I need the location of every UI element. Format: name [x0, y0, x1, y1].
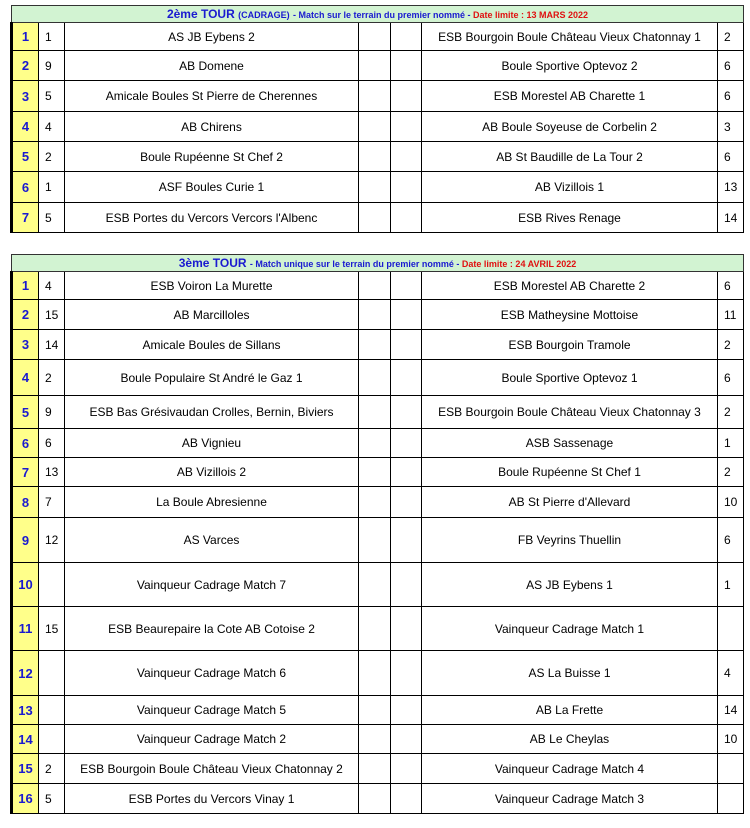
match-number: 14 [12, 725, 39, 754]
team-a-name: AB Vizillois 2 [65, 458, 359, 487]
match-row [12, 458, 744, 487]
team-b-name: Boule Sportive Optevoz 1 [422, 360, 718, 396]
match-number: 8 [12, 487, 39, 518]
score-a-cell [359, 81, 391, 112]
team-a-name: AB Domene [65, 51, 359, 81]
score-b-cell [391, 23, 422, 51]
match-number: 6 [12, 429, 39, 458]
team-a-name: ESB Voiron La Murette [65, 272, 359, 300]
score-b-cell [391, 754, 422, 784]
team-a-position: 15 [39, 607, 65, 651]
team-a-name: AB Vignieu [65, 429, 359, 458]
team-b-position: 6 [718, 360, 744, 396]
match-row [12, 172, 744, 203]
match-row [12, 112, 744, 142]
match-number: 1 [12, 23, 39, 51]
team-a-name: Vainqueur Cadrage Match 2 [65, 725, 359, 754]
team-b-position: 6 [718, 272, 744, 300]
score-a-cell [359, 725, 391, 754]
score-a-cell [359, 518, 391, 563]
team-b-name: AB Vizillois 1 [422, 172, 718, 203]
tour2-subtitle: (CADRAGE) [238, 10, 290, 20]
team-a-name: ESB Portes du Vercors Vercors l'Albenc [65, 203, 359, 233]
score-a-cell [359, 563, 391, 607]
tour2-title: 2ème TOUR [166, 7, 235, 21]
team-a-position: 4 [39, 112, 65, 142]
tour2-deadline: Date limite : 13 MARS 2022 [473, 10, 589, 20]
team-a-name: AS JB Eybens 2 [65, 23, 359, 51]
score-b-cell [391, 142, 422, 172]
team-b-position: 11 [718, 300, 744, 330]
team-b-position: 10 [718, 725, 744, 754]
match-row [12, 300, 744, 330]
match-row [12, 563, 744, 607]
match-number: 16 [12, 784, 39, 814]
team-b-position: 13 [718, 172, 744, 203]
team-b-name: Vainqueur Cadrage Match 1 [422, 607, 718, 651]
score-a-cell [359, 23, 391, 51]
team-a-position [39, 725, 65, 754]
score-b-cell [391, 396, 422, 429]
team-b-position: 2 [718, 396, 744, 429]
team-b-name: AB La Frette [422, 696, 718, 725]
team-a-position: 13 [39, 458, 65, 487]
score-b-cell [391, 360, 422, 396]
score-b-cell [391, 330, 422, 360]
match-number: 12 [12, 651, 39, 696]
team-b-name: ESB Bourgoin Boule Château Vieux Chatonnay 3 [422, 396, 718, 429]
match-row [12, 518, 744, 563]
match-number: 13 [12, 696, 39, 725]
score-a-cell [359, 607, 391, 651]
team-a-name: AB Marcilloles [65, 300, 359, 330]
score-a-cell [359, 142, 391, 172]
score-a-cell [359, 784, 391, 814]
team-a-position: 1 [39, 23, 65, 51]
team-a-name: ASF Boules Curie 1 [65, 172, 359, 203]
score-a-cell [359, 429, 391, 458]
team-a-name: Amicale Boules de Sillans [65, 330, 359, 360]
score-b-cell [391, 725, 422, 754]
match-number: 7 [12, 203, 39, 233]
match-number: 15 [12, 754, 39, 784]
team-b-name: ESB Rives Renage [422, 203, 718, 233]
team-b-name: AB Le Cheylas [422, 725, 718, 754]
team-a-name: ESB Bourgoin Boule Château Vieux Chatonnay 2 [65, 754, 359, 784]
match-number: 7 [12, 458, 39, 487]
team-b-position: 6 [718, 142, 744, 172]
team-b-position: 4 [718, 651, 744, 696]
tour2-info: - Match sur le terrain du premier nommé - [292, 10, 473, 20]
match-row [12, 725, 744, 754]
team-b-position [718, 784, 744, 814]
team-a-position: 1 [39, 172, 65, 203]
team-a-position: 9 [39, 396, 65, 429]
match-number: 10 [12, 563, 39, 607]
match-row [12, 651, 744, 696]
tour3-header [12, 255, 744, 272]
score-a-cell [359, 51, 391, 81]
score-b-cell [391, 429, 422, 458]
score-a-cell [359, 458, 391, 487]
team-b-position: 6 [718, 518, 744, 563]
tour2-table [10, 5, 744, 233]
team-a-position [39, 563, 65, 607]
tour3-table [10, 254, 744, 814]
team-b-name: AB St Pierre d'Allevard [422, 487, 718, 518]
score-a-cell [359, 330, 391, 360]
score-a-cell [359, 487, 391, 518]
team-a-name: ESB Beaurepaire la Cote AB Cotoise 2 [65, 607, 359, 651]
match-row [12, 696, 744, 725]
score-a-cell [359, 203, 391, 233]
score-b-cell [391, 607, 422, 651]
score-b-cell [391, 696, 422, 725]
team-a-name: ESB Bas Grésivaudan Crolles, Bernin, Biviers [65, 396, 359, 429]
team-b-name: AB St Baudille de La Tour 2 [422, 142, 718, 172]
team-b-name: FB Veyrins Thuellin [422, 518, 718, 563]
team-b-name: ESB Bourgoin Boule Château Vieux Chatonnay 1 [422, 23, 718, 51]
score-b-cell [391, 300, 422, 330]
team-b-name: Boule Sportive Optevoz 2 [422, 51, 718, 81]
team-a-position: 4 [39, 272, 65, 300]
team-a-position [39, 651, 65, 696]
match-number: 2 [12, 51, 39, 81]
team-a-position: 7 [39, 487, 65, 518]
team-b-position: 2 [718, 23, 744, 51]
score-b-cell [391, 112, 422, 142]
team-a-name: Amicale Boules St Pierre de Cherennes [65, 81, 359, 112]
score-b-cell [391, 272, 422, 300]
team-a-position: 14 [39, 330, 65, 360]
score-a-cell [359, 172, 391, 203]
tour2-header [12, 6, 744, 23]
score-b-cell [391, 563, 422, 607]
team-b-name: Vainqueur Cadrage Match 4 [422, 754, 718, 784]
tour3-info: - Match unique sur le terrain du premier nommé - [249, 259, 462, 269]
match-row [12, 487, 744, 518]
team-a-name: Vainqueur Cadrage Match 5 [65, 696, 359, 725]
team-b-position: 6 [718, 51, 744, 81]
match-number: 5 [12, 396, 39, 429]
score-b-cell [391, 81, 422, 112]
team-a-name: AB Chirens [65, 112, 359, 142]
team-a-position: 5 [39, 81, 65, 112]
match-row [12, 51, 744, 81]
match-row [12, 396, 744, 429]
score-a-cell [359, 651, 391, 696]
team-a-name: La Boule Abresienne [65, 487, 359, 518]
team-a-position: 5 [39, 203, 65, 233]
team-a-name: Vainqueur Cadrage Match 6 [65, 651, 359, 696]
match-number: 11 [12, 607, 39, 651]
match-number: 2 [12, 300, 39, 330]
match-row [12, 203, 744, 233]
team-a-name: Boule Populaire St André le Gaz 1 [65, 360, 359, 396]
match-row [12, 23, 744, 51]
team-a-position: 2 [39, 754, 65, 784]
match-row [12, 607, 744, 651]
team-a-name: Boule Rupéenne St Chef 2 [65, 142, 359, 172]
team-a-name: AS Varces [65, 518, 359, 563]
score-b-cell [391, 203, 422, 233]
team-b-name: ESB Morestel AB Charette 2 [422, 272, 718, 300]
team-a-position: 2 [39, 360, 65, 396]
score-a-cell [359, 696, 391, 725]
team-a-name: Vainqueur Cadrage Match 7 [65, 563, 359, 607]
score-a-cell [359, 754, 391, 784]
match-row [12, 754, 744, 784]
match-number: 3 [12, 330, 39, 360]
score-a-cell [359, 396, 391, 429]
team-b-position: 2 [718, 458, 744, 487]
team-a-position [39, 696, 65, 725]
team-a-name: ESB Portes du Vercors Vinay 1 [65, 784, 359, 814]
team-a-position: 2 [39, 142, 65, 172]
score-a-cell [359, 300, 391, 330]
team-a-position: 9 [39, 51, 65, 81]
team-b-position: 6 [718, 81, 744, 112]
team-b-position: 3 [718, 112, 744, 142]
team-b-position [718, 754, 744, 784]
match-row [12, 330, 744, 360]
team-b-name: AS La Buisse 1 [422, 651, 718, 696]
team-b-position: 14 [718, 696, 744, 725]
team-b-name: ESB Matheysine Mottoise [422, 300, 718, 330]
score-b-cell [391, 784, 422, 814]
match-row [12, 429, 744, 458]
match-number: 9 [12, 518, 39, 563]
match-number: 4 [12, 360, 39, 396]
team-b-name: AS JB Eybens 1 [422, 563, 718, 607]
match-number: 3 [12, 81, 39, 112]
tour3-title: 3ème TOUR [178, 256, 247, 270]
match-row [12, 272, 744, 300]
score-b-cell [391, 458, 422, 487]
match-row [12, 81, 744, 112]
team-b-position: 1 [718, 429, 744, 458]
score-b-cell [391, 518, 422, 563]
match-row [12, 784, 744, 814]
score-a-cell [359, 112, 391, 142]
score-b-cell [391, 651, 422, 696]
team-b-position: 14 [718, 203, 744, 233]
team-b-position: 10 [718, 487, 744, 518]
match-number: 6 [12, 172, 39, 203]
team-b-name: ESB Bourgoin Tramole [422, 330, 718, 360]
match-number: 1 [12, 272, 39, 300]
team-a-position: 15 [39, 300, 65, 330]
score-b-cell [391, 487, 422, 518]
team-b-name: ASB Sassenage [422, 429, 718, 458]
tour3-deadline: Date limite : 24 AVRIL 2022 [461, 259, 577, 269]
team-a-position: 5 [39, 784, 65, 814]
team-b-name: AB Boule Soyeuse de Corbelin 2 [422, 112, 718, 142]
score-a-cell [359, 360, 391, 396]
team-a-position: 6 [39, 429, 65, 458]
score-a-cell [359, 272, 391, 300]
score-b-cell [391, 51, 422, 81]
team-b-name: Vainqueur Cadrage Match 3 [422, 784, 718, 814]
team-a-position: 12 [39, 518, 65, 563]
team-b-name: Boule Rupéenne St Chef 1 [422, 458, 718, 487]
match-number: 5 [12, 142, 39, 172]
score-b-cell [391, 172, 422, 203]
team-b-position: 1 [718, 563, 744, 607]
match-row [12, 142, 744, 172]
match-row [12, 360, 744, 396]
team-b-position [718, 607, 744, 651]
team-b-name: ESB Morestel AB Charette 1 [422, 81, 718, 112]
team-b-position: 2 [718, 330, 744, 360]
match-number: 4 [12, 112, 39, 142]
